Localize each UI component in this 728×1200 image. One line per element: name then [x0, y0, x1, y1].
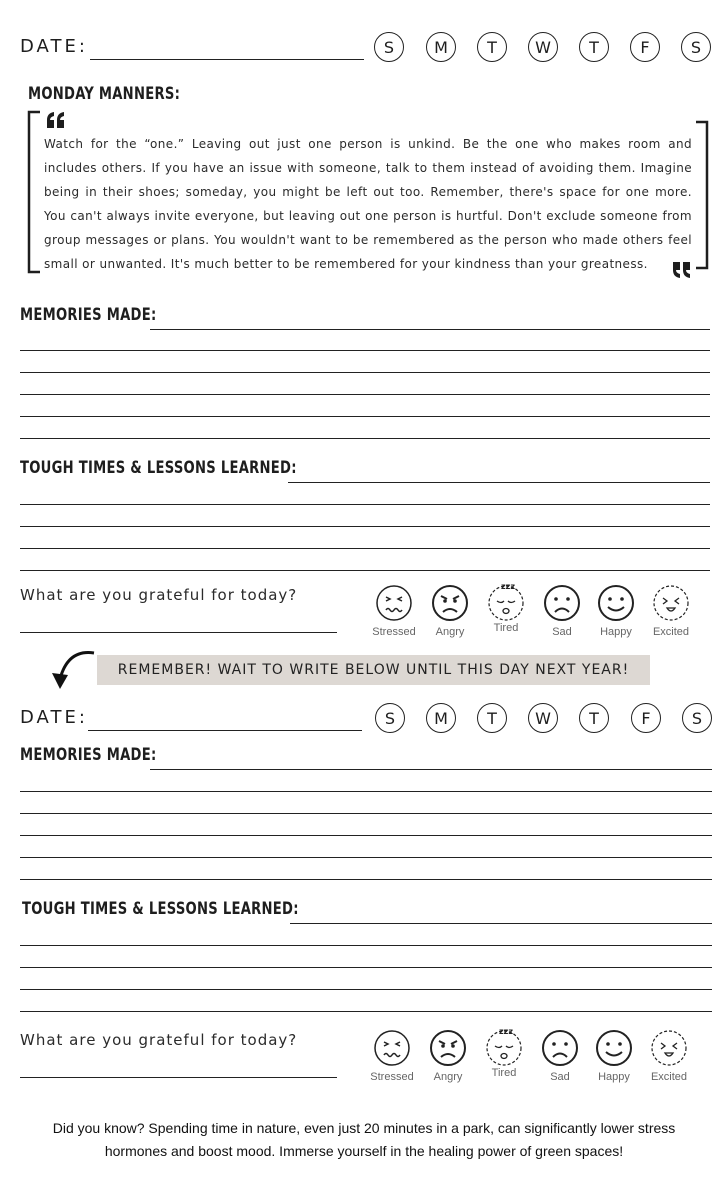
mood-angry-top[interactable]	[423, 584, 477, 638]
memories-line-top-2[interactable]	[20, 372, 710, 373]
day-circle-sun[interactable]: S	[375, 703, 405, 733]
mood-label: Stressed	[370, 1071, 414, 1083]
memories-heading-bottom: MEMORIES MADE:	[20, 745, 157, 765]
memories-line-top-5[interactable]	[20, 438, 710, 439]
tired-face-icon	[485, 1025, 523, 1067]
tough-line-top-2[interactable]	[20, 526, 710, 527]
mood-stressed-top[interactable]	[367, 584, 421, 638]
mood-excited-top[interactable]	[644, 584, 698, 638]
day-circle-fri[interactable]: F	[631, 703, 661, 733]
tough-line-bottom-0[interactable]	[290, 923, 712, 924]
day-circle-fri[interactable]: F	[630, 32, 660, 62]
day-circle-sat[interactable]: S	[682, 703, 712, 733]
happy-face-icon	[595, 1029, 633, 1067]
curved-arrow-icon	[48, 647, 98, 693]
memories-line-bottom-0[interactable]	[150, 769, 712, 770]
mood-happy-top[interactable]	[589, 584, 643, 638]
did-you-know-fact	[20, 1117, 708, 1163]
day-circle-tue[interactable]: T	[477, 703, 507, 733]
day-circle-tue[interactable]: T	[477, 32, 507, 62]
mood-label: Tired	[493, 622, 519, 634]
mood-tired-top[interactable]	[479, 580, 533, 634]
memories-line-bottom-3[interactable]	[20, 835, 712, 836]
date-label-bottom: DATE:	[20, 707, 88, 728]
angry-face-icon	[431, 584, 469, 622]
svg-text:zzz: zzz	[499, 1027, 513, 1036]
grateful-prompt-top: What are you grateful for today?	[20, 586, 298, 604]
mood-label: Angry	[433, 1071, 463, 1083]
tough-line-top-3[interactable]	[20, 548, 710, 549]
open-quote-icon	[44, 110, 68, 130]
memories-line-top-0[interactable]	[150, 329, 710, 330]
mood-label: Angry	[435, 626, 465, 638]
tough-line-bottom-1[interactable]	[20, 945, 712, 946]
day-circle-sat[interactable]: S	[681, 32, 711, 62]
excited-face-icon	[652, 584, 690, 622]
grateful-line-bottom[interactable]	[20, 1077, 337, 1078]
mood-label: Sad	[552, 626, 572, 638]
date-label-top: DATE:	[20, 36, 88, 57]
stressed-face-icon	[373, 1029, 411, 1067]
day-circle-thu[interactable]: T	[579, 32, 609, 62]
mood-label: Excited	[650, 1071, 688, 1083]
quote-bracket-left	[26, 110, 46, 274]
memories-line-top-3[interactable]	[20, 394, 710, 395]
fact-line-1: Did you know? Spending time in nature, even just 20 minutes in a park, can significantly lower stress	[52, 1120, 676, 1136]
grateful-prompt-bottom: What are you grateful for today?	[20, 1031, 298, 1049]
happy-face-icon	[597, 584, 635, 622]
excited-face-icon	[650, 1029, 688, 1067]
tough-line-top-4[interactable]	[20, 570, 710, 571]
date-line-top[interactable]	[90, 59, 364, 60]
memories-line-bottom-5[interactable]	[20, 879, 712, 880]
mood-happy-bottom[interactable]	[587, 1029, 641, 1083]
memories-line-bottom-4[interactable]	[20, 857, 712, 858]
monday-manners-heading: MONDAY MANNERS:	[28, 84, 181, 104]
memories-line-top-4[interactable]	[20, 416, 710, 417]
mood-label: Sad	[550, 1071, 570, 1083]
quote-bracket-right	[692, 120, 712, 270]
tough-line-bottom-2[interactable]	[20, 967, 712, 968]
tired-face-icon	[487, 580, 525, 622]
tough-line-bottom-4[interactable]	[20, 1011, 712, 1012]
day-circle-mon[interactable]: M	[426, 32, 456, 62]
day-circle-thu[interactable]: T	[579, 703, 609, 733]
mood-stressed-bottom[interactable]	[365, 1029, 419, 1083]
monday-manners-quote: Watch for the “one.” Leaving out just one person is unkind. Be the one who makes room and includes others. If you have an issue with someone, talk to them instead of avoiding them. Imagine being in their shoes; someday, you might be left out too. Remember, there's space for one more. You can't always invite everyone, but leaving out one person is hurtful. Don't exclude someone from group messages or plans. You wouldn't want to be remembered as the person who made others feel small or unwanted. It's much better to be remembered for your kindness than your greatness.	[44, 137, 692, 271]
tough-line-bottom-3[interactable]	[20, 989, 712, 990]
mood-label: Happy	[598, 1071, 630, 1083]
mood-sad-top[interactable]	[535, 584, 589, 638]
mood-label: Happy	[600, 626, 632, 638]
tough-times-heading-bottom: TOUGH TIMES & LESSONS LEARNED:	[22, 899, 299, 919]
stressed-face-icon	[375, 584, 413, 622]
day-circle-wed[interactable]: W	[528, 703, 558, 733]
mood-label: Excited	[652, 626, 690, 638]
sad-face-icon	[543, 584, 581, 622]
svg-text:zzz: zzz	[501, 582, 515, 591]
grateful-line-top[interactable]	[20, 632, 337, 633]
day-circle-mon[interactable]: M	[426, 703, 456, 733]
memories-heading-top: MEMORIES MADE:	[20, 305, 157, 325]
mood-angry-bottom[interactable]	[421, 1029, 475, 1083]
remember-banner: REMEMBER! WAIT TO WRITE BELOW UNTIL THIS DAY NEXT YEAR!	[97, 655, 650, 685]
memories-line-top-1[interactable]	[20, 350, 710, 351]
tough-line-top-1[interactable]	[20, 504, 710, 505]
sad-face-icon	[541, 1029, 579, 1067]
day-circle-wed[interactable]: W	[528, 32, 558, 62]
tough-line-top-0[interactable]	[288, 482, 710, 483]
mood-label: Tired	[491, 1067, 517, 1079]
day-circle-sun[interactable]: S	[374, 32, 404, 62]
mood-excited-bottom[interactable]	[642, 1029, 696, 1083]
memories-line-bottom-1[interactable]	[20, 791, 712, 792]
date-line-bottom[interactable]	[88, 730, 362, 731]
angry-face-icon	[429, 1029, 467, 1067]
fact-line-2: hormones and boost mood. Immerse yourself in the healing power of green spaces!	[104, 1143, 624, 1159]
memories-line-bottom-2[interactable]	[20, 813, 712, 814]
mood-sad-bottom[interactable]	[533, 1029, 587, 1083]
mood-label: Stressed	[372, 626, 416, 638]
mood-tired-bottom[interactable]	[477, 1025, 531, 1079]
tough-times-heading-top: TOUGH TIMES & LESSONS LEARNED:	[20, 458, 297, 478]
